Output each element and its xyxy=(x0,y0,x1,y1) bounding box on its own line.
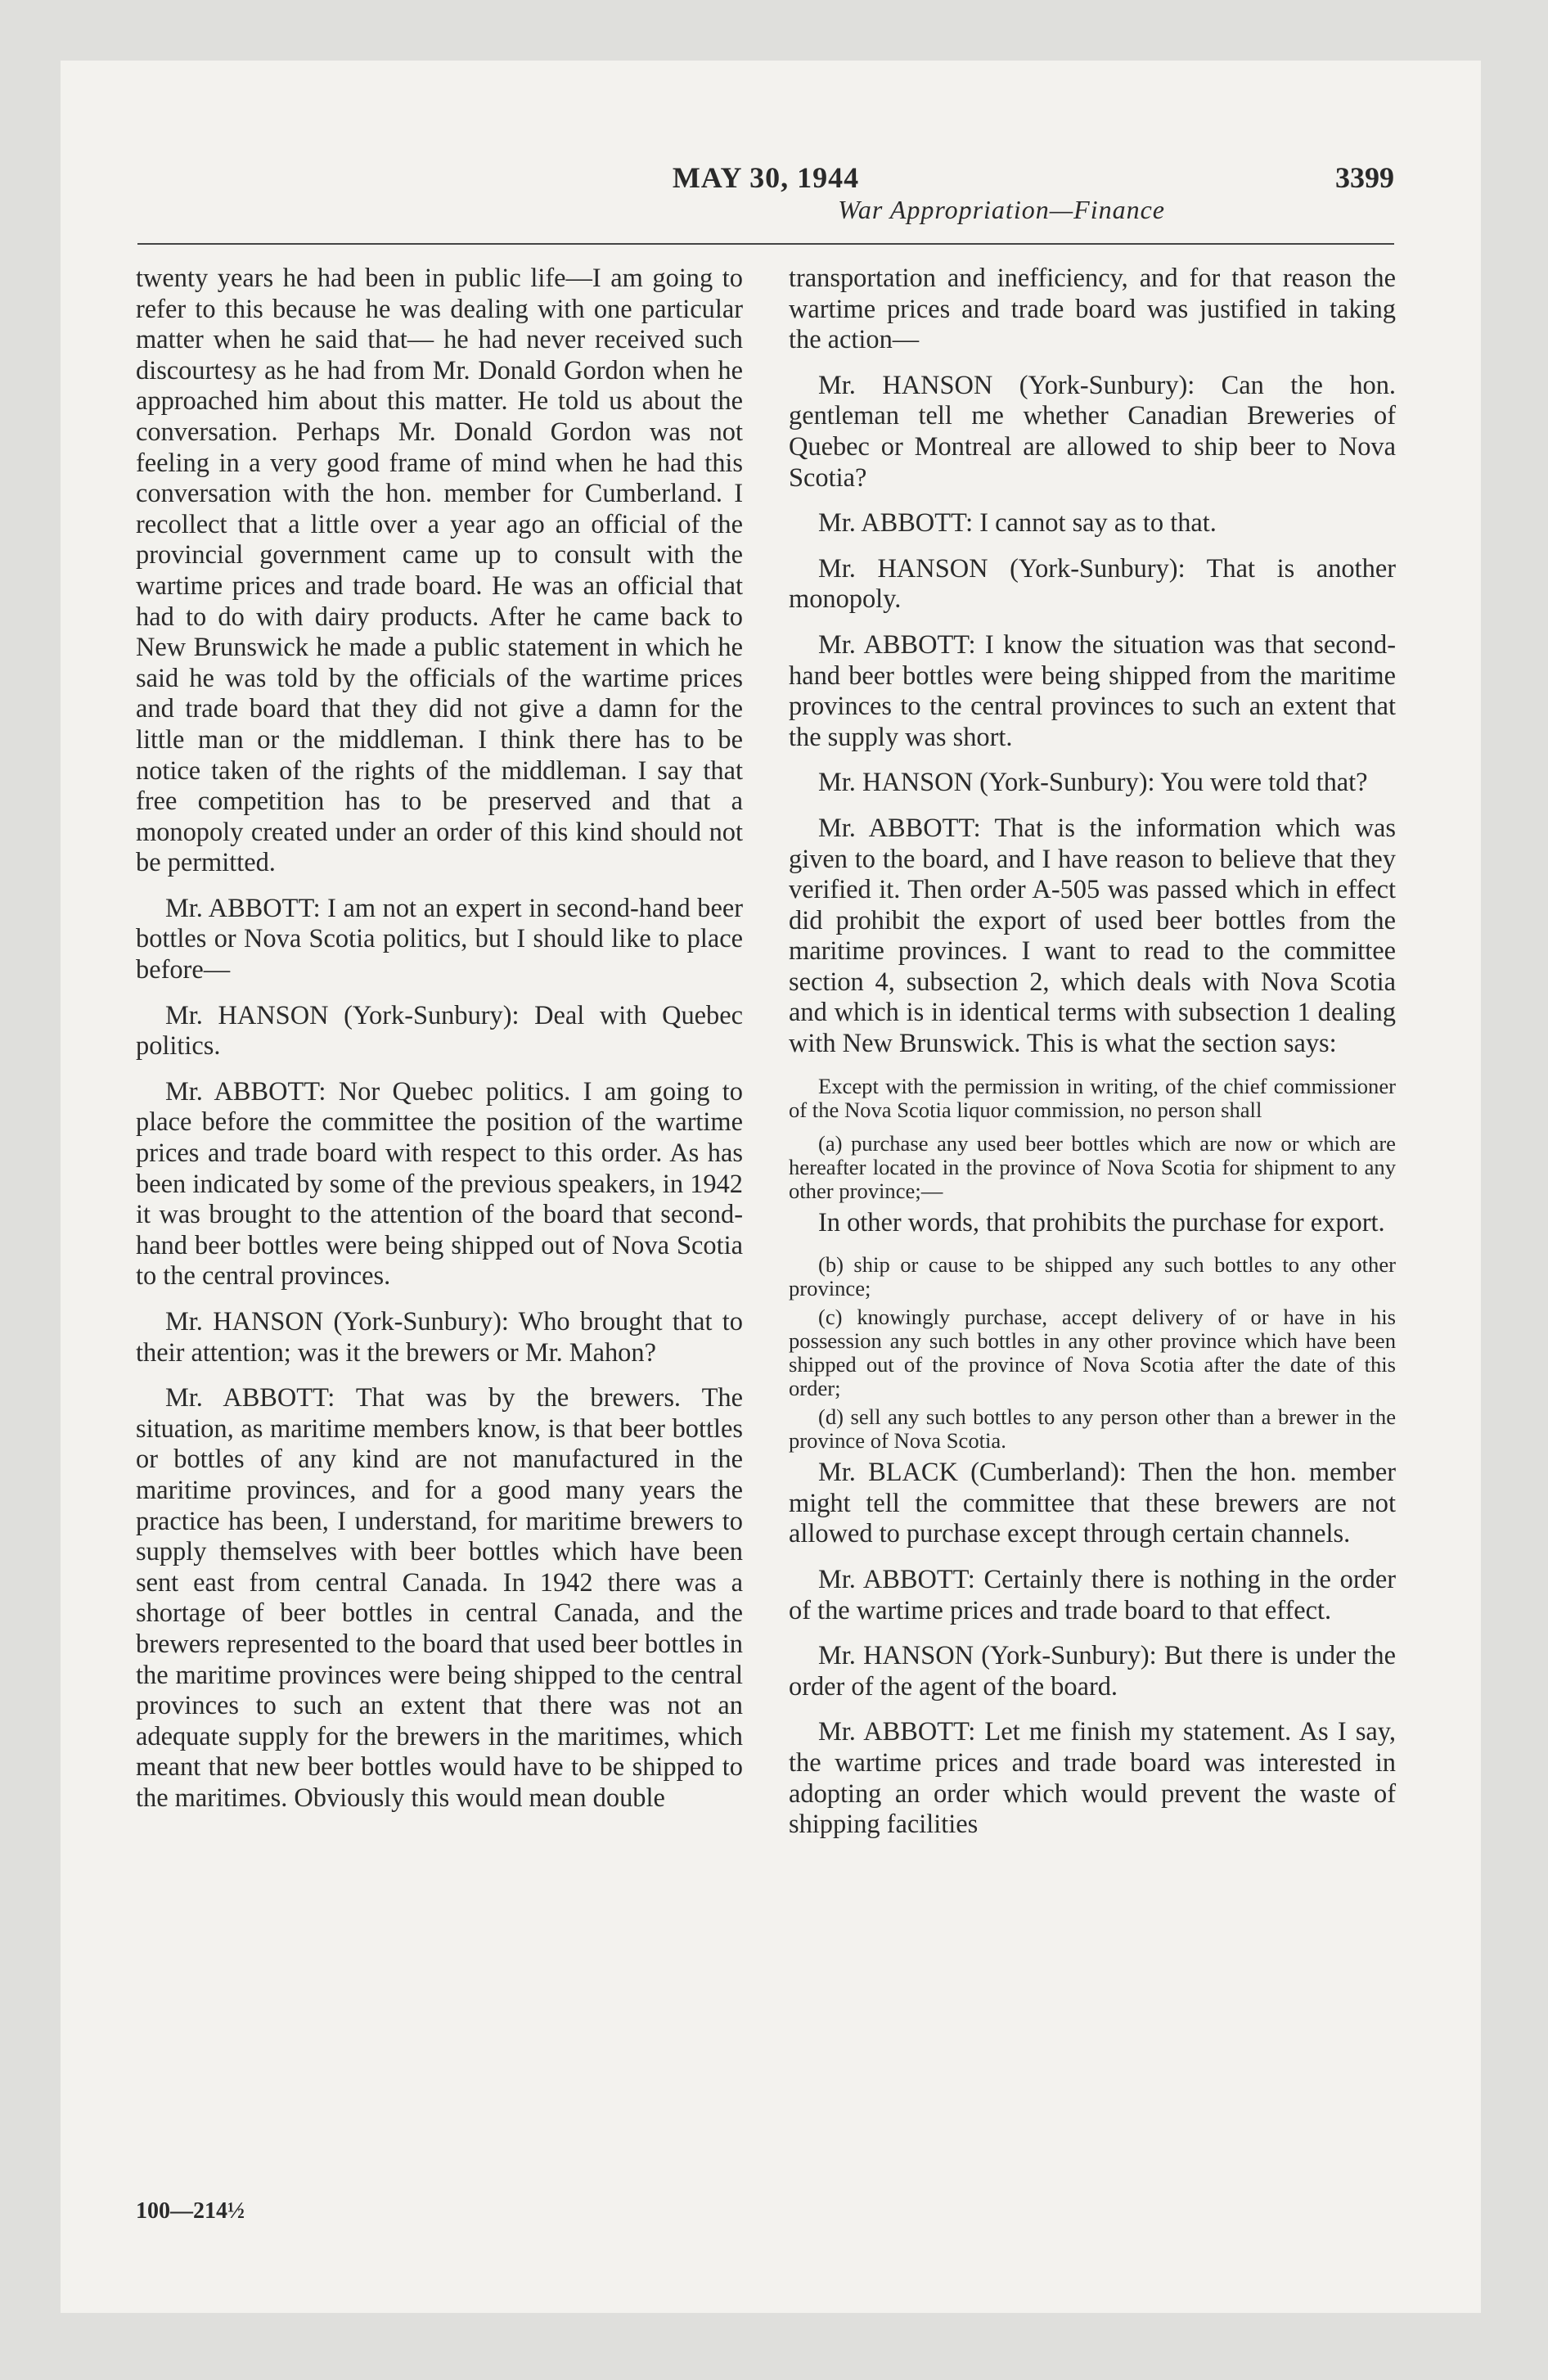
paragraph: Mr. ABBOTT: I am not an expert in second-hand beer bottles or Nova Scotia politics, but I should like to place before— xyxy=(136,893,743,985)
paragraph: twenty years he had been in public life—I am going to refer to this because he was dealing with one particular matter when he said that— he had never received such discourtesy as he had from Mr. Donald Gordon when he approached him about this matter. He told us about the conversation. Perhaps Mr. Donald Gordon was not feeling in a very good frame of mind when he had this conversation with the hon. member for Cumberland. I recollect that a little over a year ago an official of the provincial government came up to consult with the wartime prices and trade board. He was an official that had to do with dairy products. After he came back to New Brunswick he made a public statement in which he said he was told by the officials of the wartime prices and trade board that they did not give a damn for the little man or the middleman. I think there has to be notice taken of the rights of the middleman. I say that free competition has to be preserved and that a monopoly created under an order of this kind should not be permitted. xyxy=(136,264,743,878)
paragraph: Mr. ABBOTT: That was by the brewers. The situation, as maritime members know, is that beer bottles or bottles of any kind are not manufactured in the maritime provinces, and for a good many years the practice has been, I understand, for maritime brewers to supply themselves with beer bottles which have been sent east from central Canada. In 1942 there was a shortage of beer bottles in central Canada, and the brewers represented to the board that used beer bottles in the maritime provinces were being shipped to the central provinces to such an extent that there was not an adequate supply for the brewers in the maritimes, which meant that new beer bottles would have to be shipped to the maritimes. Obviously this would mean double xyxy=(136,1383,743,1813)
quoted-clause: (d) sell any such bottles to any person other than a brewer in the province of Nova Scotia. xyxy=(789,1404,1396,1454)
paragraph: Mr. ABBOTT: Certainly there is nothing in the order of the wartime prices and trade board to that effect. xyxy=(789,1565,1396,1625)
left-column xyxy=(136,264,743,1829)
paragraph: Mr. HANSON (York-Sunbury): That is another monopoly. xyxy=(789,553,1396,615)
paragraph: transportation and inefficiency, and for that reason the wartime prices and trade board was justified in taking the action— xyxy=(789,264,1396,355)
page-number: 3399 xyxy=(1335,161,1394,194)
page-date: MAY 30, 1944 xyxy=(672,161,860,194)
page-header xyxy=(137,160,1394,226)
section-title: War Appropriation—Finance xyxy=(838,195,1165,224)
right-column xyxy=(789,264,1396,1855)
paragraph: Mr. BLACK (Cumberland): Then the hon. member might tell the committee that these brewers are not allowed to purchase except through certain channels. xyxy=(789,1458,1396,1549)
paragraph: Mr. ABBOTT: I know the situation was that second-hand beer bottles were being shipped from the maritime provinces to the central provinces to such an extent that the supply was short. xyxy=(789,629,1396,752)
paragraph: Mr. HANSON (York-Sunbury): Who brought that to their attention; was it the brewers or Mr. Mahon? xyxy=(136,1307,743,1368)
paragraph: Mr. HANSON (York-Sunbury): You were told that? xyxy=(818,768,1368,798)
quoted-clause: (b) ship or cause to be shipped any such bottles to any other province; xyxy=(789,1252,1396,1301)
paragraph: Mr. ABBOTT: Let me finish my statement. As I say, the wartime prices and trade board was interested in adopting an order which would prevent the waste of shipping facilities xyxy=(789,1717,1396,1840)
paragraph: Mr. ABBOTT: That is the information which was given to the board, and I have reason to believe that they verified it. Then order A-505 was passed which in effect did prohibit the export of used beer bottles from the maritime provinces. I want to read to the committee section 4, subsection 2, which deals with Nova Scotia and which is in identical terms with subsection 1 dealing with New Brunswick. This is what the section says: xyxy=(789,813,1396,1059)
paragraph: Mr. HANSON (York-Sunbury): Deal with Quebec politics. xyxy=(136,1000,743,1062)
quoted-clause: (c) knowingly purchase, accept delivery of or have in his possession any such bottles in any other province which have been shipped out of the province of Nova Scotia after the date of this order; xyxy=(789,1305,1396,1401)
signature-mark: 100—214½ xyxy=(136,2198,245,2224)
paragraph: In other words, that prohibits the purchase for export. xyxy=(818,1207,1385,1237)
paragraph: Mr. HANSON (York-Sunbury): Can the hon. gentleman tell me whether Canadian Breweries of Quebec or Montreal are allowed to ship beer to Nova Scotia? xyxy=(789,370,1396,493)
quoted-clause: (a) purchase any used beer bottles which are now or which are hereafter located in the province of Nova Scotia for shipment to any other province;— xyxy=(789,1130,1396,1203)
paragraph: Mr. HANSON (York-Sunbury): But there is under the order of the agent of the board. xyxy=(789,1641,1396,1702)
header-rule xyxy=(137,243,1394,245)
paragraph: Mr. ABBOTT: I cannot say as to that. xyxy=(818,508,1217,539)
quoted-text: Except with the permission in writing, of the chief commissioner of the Nova Scotia liquor commission, no person shall xyxy=(789,1073,1396,1122)
paragraph: Mr. ABBOTT: Nor Quebec politics. I am going to place before the committee the position of the wartime prices and trade board with respect to this order. As has been indicated by some of the previous speakers, in 1942 it was brought to the attention of the board that second-hand beer bottles were being shipped out of Nova Scotia to the central provinces. xyxy=(136,1076,743,1291)
